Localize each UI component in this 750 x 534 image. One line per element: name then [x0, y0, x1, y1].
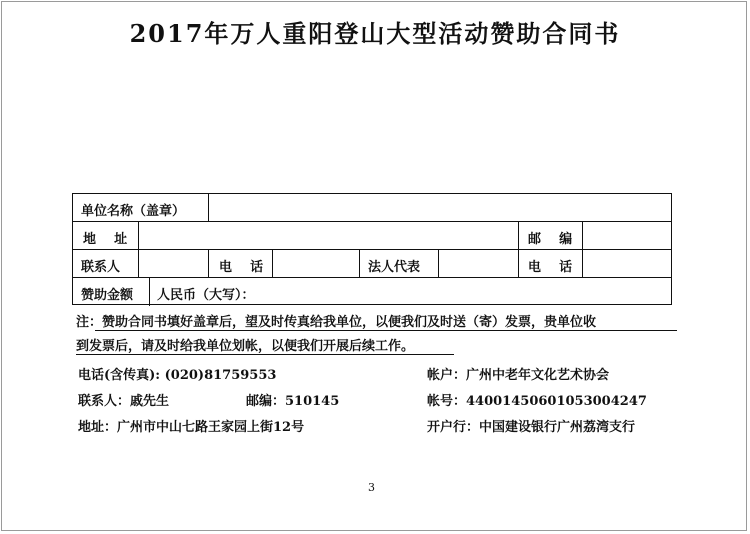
col-divider [438, 249, 439, 277]
amount-field[interactable]: 人民币（大写）： [157, 288, 255, 303]
postcode-label: 邮 编 [528, 232, 573, 247]
phone-fax: 电话(含传真): (020)81759553 [78, 368, 277, 383]
legal-rep-label: 法人代表 [368, 260, 421, 275]
col-divider [149, 277, 150, 306]
contact-person: 联系人：戚先生 [78, 394, 170, 409]
phone-label: 电 话 [219, 260, 264, 275]
page-number: 3 [368, 481, 375, 494]
account-name: 帐户：广州中老年文化艺术协会 [427, 368, 610, 383]
col-divider [208, 249, 209, 277]
col-divider [359, 249, 360, 277]
unit-name-label: 单位名称（盖章） [81, 204, 186, 219]
note-line-1: 注：赞助合同书填好盖章后，望及时传真给我单位，以便我们及时送（寄）发票，贵单位收 [76, 315, 597, 330]
sponsor-form-table [72, 193, 672, 305]
col-divider [272, 249, 273, 277]
legal-rep-field[interactable] [441, 250, 516, 276]
amount-label: 赞助金额 [81, 288, 134, 303]
account-number: 帐号：44001450601053004247 [427, 394, 647, 409]
phone-label-2: 电 话 [528, 260, 573, 275]
col-divider [518, 221, 519, 277]
address: 地址：广州市中山七路王家园上街12号 [78, 420, 305, 435]
contact-label: 联系人 [81, 260, 121, 275]
address-label: 地 址 [83, 232, 128, 247]
bank: 开户行：中国建设银行广州荔湾支行 [427, 420, 636, 435]
row-divider [73, 277, 671, 278]
postcode: 邮编：510145 [246, 394, 340, 409]
unit-name-field[interactable] [213, 194, 668, 221]
phone-field-2[interactable] [585, 250, 670, 276]
phone-field[interactable] [275, 250, 357, 276]
document-title: 2017年万人重阳登山大型活动赞助合同书 [129, 19, 621, 48]
col-divider [208, 194, 209, 222]
contact-field[interactable] [141, 250, 206, 276]
note-underline [95, 330, 677, 331]
postcode-field[interactable] [585, 222, 670, 248]
address-field[interactable] [141, 222, 516, 248]
note-line-2: 到发票后，请及时给我单位划帐，以便我们开展后续工作。 [76, 339, 415, 354]
col-divider [582, 221, 583, 277]
note-underline [76, 354, 454, 355]
col-divider [138, 221, 139, 277]
